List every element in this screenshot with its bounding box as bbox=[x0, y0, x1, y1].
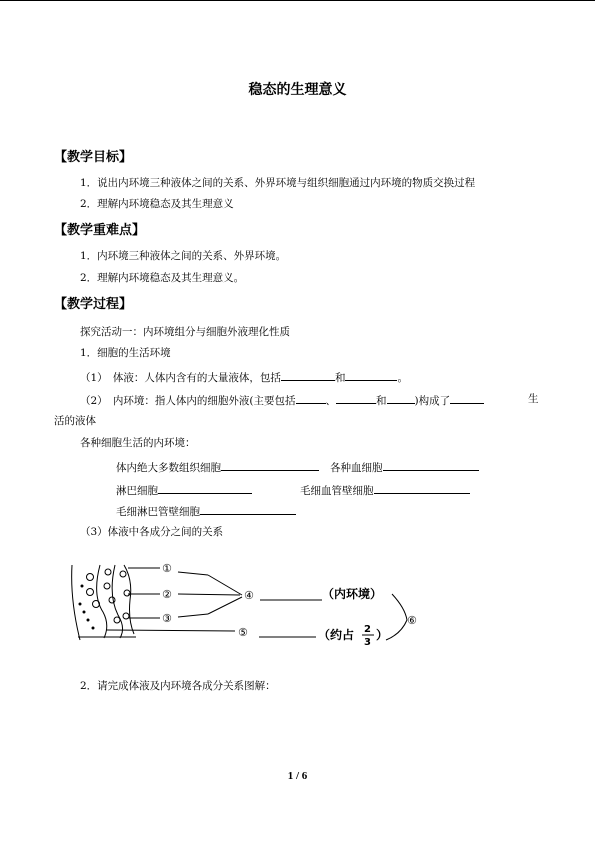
dot bbox=[79, 603, 81, 605]
activity-title: 探究活动一：内环境组分与细胞外液理化性质 bbox=[80, 326, 290, 338]
dot bbox=[92, 627, 94, 629]
internal-env-end2: 活的液体 bbox=[54, 415, 96, 427]
process-heading: 【教学过程】 bbox=[54, 297, 133, 312]
body-fluid-suffix: 。 bbox=[397, 372, 408, 384]
leader-line-5 bbox=[106, 630, 235, 631]
connector-1 bbox=[178, 572, 208, 575]
label-4: ④ bbox=[244, 589, 254, 602]
fraction-denominator: 3 bbox=[364, 637, 371, 648]
label-2: ② bbox=[162, 588, 172, 601]
cell bbox=[114, 617, 120, 623]
cell bbox=[109, 597, 115, 603]
dot bbox=[87, 619, 89, 621]
body-fluid-mid: 和 bbox=[334, 372, 346, 384]
label-6: ⑥ bbox=[407, 614, 417, 627]
relation-heading: （3）体液中各成分之间的关系 bbox=[80, 526, 224, 538]
brace-connector bbox=[386, 594, 407, 640]
subsection-1: 1．细胞的生活环境 bbox=[80, 347, 171, 359]
cell bbox=[120, 571, 126, 577]
cell-capillary-label: 毛细血管壁细胞 bbox=[300, 485, 374, 497]
cell-lymph-label: 淋巴细胞 bbox=[116, 485, 158, 497]
label-1: ① bbox=[162, 562, 172, 575]
internal-environment-label: （内环境） bbox=[322, 587, 383, 601]
cell bbox=[87, 589, 94, 596]
cell-tissue-label: 体内绝大多数组织细胞 bbox=[116, 462, 221, 474]
goal-item: 2．理解内环境稳态及其生理意义 bbox=[80, 198, 234, 210]
page-title: 稳态的生理意义 bbox=[248, 82, 347, 98]
dot bbox=[81, 585, 83, 587]
page-number: 1 / 6 bbox=[287, 770, 308, 782]
cell bbox=[87, 574, 94, 581]
connector-1-merge bbox=[208, 575, 242, 595]
about-label: （约占 bbox=[318, 628, 355, 642]
label-5: ⑤ bbox=[238, 626, 248, 639]
goals-heading: 【教学目标】 bbox=[54, 150, 133, 165]
diagram-connectors bbox=[106, 568, 407, 640]
key-point-item: 2．理解内环境稳态及其生理意义。 bbox=[80, 272, 245, 284]
body-fluid-prefix: （1） 体液：人体内含有的大量液体，包括 bbox=[80, 372, 281, 384]
cell bbox=[124, 590, 130, 596]
internal-env-end1: 生 bbox=[528, 393, 539, 405]
goal-item: 1．说出内环境三种液体之间的关系、外界环境与组织细胞通过内环境的物质交换过程 bbox=[80, 177, 476, 189]
subsection-2: 2．请完成体液及内环境各成分关系图解： bbox=[80, 680, 276, 692]
label-3: ③ bbox=[162, 612, 172, 625]
cell bbox=[93, 601, 100, 608]
internal-env-mid: )构成了 bbox=[414, 395, 451, 407]
cell-env-intro: 各种细胞生活的内环境： bbox=[80, 437, 196, 449]
connector-3 bbox=[178, 614, 208, 617]
tissue-outline bbox=[72, 565, 80, 640]
tissue-illustration bbox=[72, 565, 136, 640]
connector-3-merge bbox=[208, 597, 242, 614]
key-point-item: 1．内环境三种液体之间的关系、外界环境。 bbox=[80, 250, 287, 262]
fraction-numerator: 2 bbox=[364, 624, 371, 635]
internal-env-sep1: 、 bbox=[325, 395, 337, 407]
key-points-heading: 【教学重难点】 bbox=[54, 223, 146, 238]
cell bbox=[105, 569, 111, 575]
internal-env-prefix: （2） 内环境：指人体内的细胞外液(主要包括 bbox=[80, 395, 296, 407]
cell-lymph-capillary-label: 毛细淋巴管壁细胞 bbox=[116, 506, 200, 518]
about-close: ） bbox=[376, 628, 389, 642]
dot bbox=[83, 611, 85, 613]
connector-2 bbox=[178, 594, 240, 595]
cell bbox=[104, 583, 110, 589]
cell-blood-label: 各种血细胞 bbox=[330, 462, 383, 474]
internal-env-sep2: 和 bbox=[376, 395, 387, 407]
